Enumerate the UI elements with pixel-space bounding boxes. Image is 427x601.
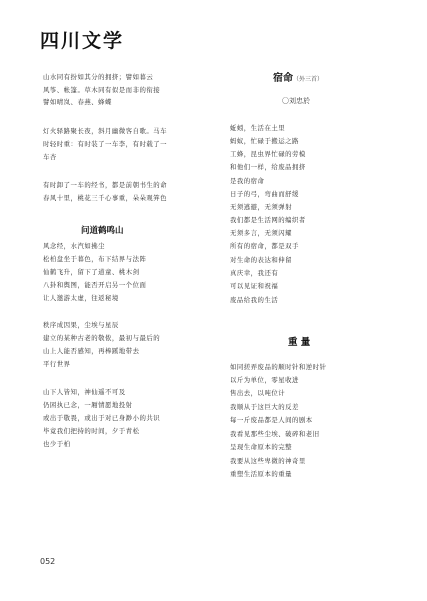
- poem-line: 所有的宿命，都是双手: [230, 242, 299, 250]
- poem-line: 平行世界: [43, 360, 71, 368]
- poem-line: 山水同有扮如其分的拥挤；譬如暮云: [43, 73, 154, 81]
- poem-line: 对生命的表达和伸留: [230, 256, 293, 264]
- poem-line: 仙鹤飞升，留下了道童、桃木剑: [43, 268, 140, 276]
- poem-line: 八卦和舆图，能否开启另一个位面: [43, 281, 147, 289]
- poem-title-note: （外三首）: [293, 76, 324, 83]
- poem-line: 秩序成因果，尘埃与星辰: [43, 321, 119, 329]
- poem-line: 以斤为单位，零星收进: [230, 376, 299, 384]
- poem-line: 是我的宿命: [230, 177, 265, 185]
- poem-line: 蚯蚓，生活在土里: [230, 124, 286, 132]
- poem-line: 譬如晴岚、春燕、蜂蝶: [43, 98, 112, 106]
- poem-line: 车杏: [43, 153, 57, 161]
- poem-line: 建立的某种古老的敬侬，最初与最后的: [43, 334, 161, 342]
- poem-line: 春风十里，桃花三千心事重，朵朵观笄色: [43, 194, 168, 202]
- poem-line: 也少于柏: [43, 440, 71, 448]
- poem-line: 山上人能否感知，再棒蹊地带去: [43, 347, 140, 355]
- poem-line: 呈现生命原本的完整: [230, 443, 293, 451]
- poem-line: 无须逃避，无须弹射: [230, 203, 293, 211]
- poem-line: 每一斤废品都是人间的剧本: [230, 416, 313, 424]
- poem-line: 让人邀游太虚，往返秘境: [43, 294, 119, 302]
- poem-title-text: 宿命: [273, 73, 293, 84]
- poem-line: 有时卸了一车的经书，都是前朝书生的命: [43, 181, 168, 189]
- page-number: 052: [40, 557, 56, 566]
- poem-line: 松柏盘坐于暮色，布下结界与法阵: [43, 255, 147, 263]
- poem-line: 和他们一样，给废品拥挤: [230, 163, 306, 171]
- poem-line: 重塑生活原本的重量: [230, 470, 293, 478]
- poem-line: 风筝、帐篷。草木同有似是而非的衔接: [43, 86, 161, 94]
- poem-line: 蚂蚁，忙碌于搬运之路: [230, 137, 299, 145]
- poem-line: 风念经，水汽如拂尘: [43, 242, 106, 250]
- poem-line: 无须多言，无须闪耀: [230, 229, 293, 237]
- poem-line: 毕竟我们把持的时间，夕于青松: [43, 427, 140, 435]
- poem-line: 仍困执已念，一厢情愿地投射: [43, 401, 133, 409]
- poem-line: 灯火驿路聚长夜，斜月幽微客自歌。马车: [43, 127, 168, 135]
- poem-line: 或出于敬畏，或出于对已身渺小的共识: [43, 414, 161, 422]
- poem-line: 我要从这些卑微的神奇里: [230, 457, 306, 465]
- poem-line: 我顺从于这巨大的反差: [230, 403, 299, 411]
- poem-line: 我看见那些尘埃、破碎和老旧: [230, 430, 320, 438]
- poem-title-2: 重 量: [288, 337, 311, 348]
- magazine-masthead: 四川文学: [40, 30, 125, 52]
- poem-line: 废品给我的生活: [230, 296, 279, 304]
- author-name: 〇刘忠於: [282, 97, 310, 105]
- poem-line: 日子的弓，弯曲而舒缓: [230, 190, 299, 198]
- poem-line: 时轻时重：有时装了一车李，有时载了一: [43, 140, 168, 148]
- section-title: 问道鹤鸣山: [81, 226, 124, 236]
- poem-line: 真庆幸，我还有: [230, 269, 279, 277]
- poem-title: [273, 69, 323, 84]
- poem-line: 如同搓弄废品的顺时针和逆时针: [230, 363, 327, 371]
- poem-line: 我们都是生活网的编织者: [230, 216, 306, 224]
- poem-line: 工蜂，昆虫界忙碌的劳模: [230, 150, 306, 158]
- poem-line: 山下人皆知，神仙遥不可及: [43, 388, 126, 396]
- poem-line: 可以见证和祝福: [230, 282, 279, 290]
- poem-line: 售出去，以吨位计: [230, 389, 286, 397]
